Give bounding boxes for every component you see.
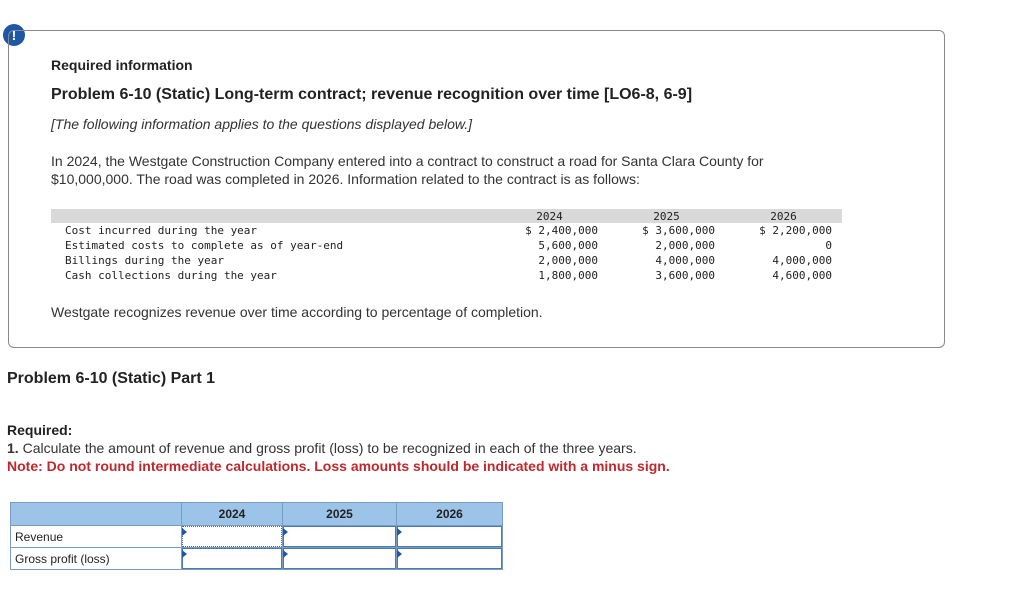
input-marker-icon [182, 528, 187, 536]
cell-value: $ 3,600,000 [642, 224, 715, 237]
revenue-recognition-note: Westgate recognizes revenue over time according to percentage of completion. [51, 304, 543, 320]
cell-value: 0 [825, 239, 832, 252]
cell-value: 5,600,000 [538, 239, 598, 252]
required-instruction-text: Calculate the amount of revenue and gross profit (loss) to be recognized in each of the three years. [22, 440, 637, 456]
rounding-note: Note: Do not round intermediate calculations. Loss amounts should be indicated with a minus sign. [7, 458, 670, 474]
answer-header-year: 2026 [397, 503, 503, 526]
part-title: Problem 6-10 (Static) Part 1 [7, 370, 216, 387]
contract-data-table [51, 209, 842, 283]
header-year: 2026 [725, 209, 842, 223]
input-marker-icon [397, 550, 402, 558]
problem-title: Problem 6-10 (Static) Long-term contract; revenue recognition over time [LO6-8, 6-9] [51, 86, 693, 103]
cell-value: $ 2,200,000 [759, 224, 832, 237]
data-table-header [51, 209, 842, 223]
required-information-box [8, 30, 945, 348]
intro-line-2: $10,000,000. The road was completed in 2026. Information related to the contract is as follows: [51, 171, 640, 187]
input-marker-icon [397, 528, 402, 536]
answer-header-row [11, 503, 503, 526]
required-label: Required: [7, 422, 73, 438]
gross-profit-2024-input[interactable] [182, 548, 283, 570]
gross-profit-2026-input[interactable] [397, 548, 503, 570]
cell-value: 4,000,000 [655, 254, 715, 267]
cell-value: 1,800,000 [538, 269, 598, 282]
cell-value: 4,000,000 [772, 254, 832, 267]
cell-value: 2,000,000 [655, 239, 715, 252]
applies-note: [The following information applies to the questions displayed below.] [51, 116, 473, 132]
answer-header-blank [11, 503, 182, 526]
cell-value: $ 2,400,000 [525, 224, 598, 237]
intro-paragraph [51, 152, 871, 188]
gross-profit-2025-input[interactable] [283, 548, 397, 570]
cell-value: 3,600,000 [655, 269, 715, 282]
revenue-2024-input[interactable] [182, 526, 283, 548]
answer-row-label: Gross profit (loss) [11, 548, 182, 570]
required-number: 1. [7, 440, 19, 456]
header-blank [51, 209, 491, 223]
input-marker-icon [182, 550, 187, 558]
input-marker-icon [283, 550, 288, 558]
cell-value: 2,000,000 [538, 254, 598, 267]
header-year: 2025 [608, 209, 725, 223]
table-row [51, 223, 842, 238]
answer-header-year: 2025 [283, 503, 397, 526]
answer-row-label: Revenue [11, 526, 182, 548]
required-instruction [7, 440, 637, 456]
answer-table [10, 502, 503, 570]
revenue-2026-input[interactable] [397, 526, 503, 548]
revenue-2025-input[interactable] [283, 526, 397, 548]
intro-line-1: In 2024, the Westgate Construction Company entered into a contract to construct a road for Santa Clara County for [51, 153, 764, 169]
required-information-heading: Required information [51, 57, 193, 73]
table-row [51, 238, 842, 253]
row-label: Billings during the year [65, 254, 224, 267]
input-marker-icon [283, 528, 288, 536]
cell-value: 4,600,000 [772, 269, 832, 282]
answer-row-gross-profit [11, 548, 503, 570]
row-label: Cash collections during the year [65, 269, 277, 282]
table-row [51, 253, 842, 268]
exclamation-icon: ! [3, 24, 25, 46]
header-year: 2024 [491, 209, 608, 223]
answer-row-revenue [11, 526, 503, 548]
row-label: Cost incurred during the year [65, 224, 258, 237]
table-row [51, 268, 842, 283]
row-label: Estimated costs to complete as of year-end [65, 239, 344, 252]
answer-header-year: 2024 [182, 503, 283, 526]
